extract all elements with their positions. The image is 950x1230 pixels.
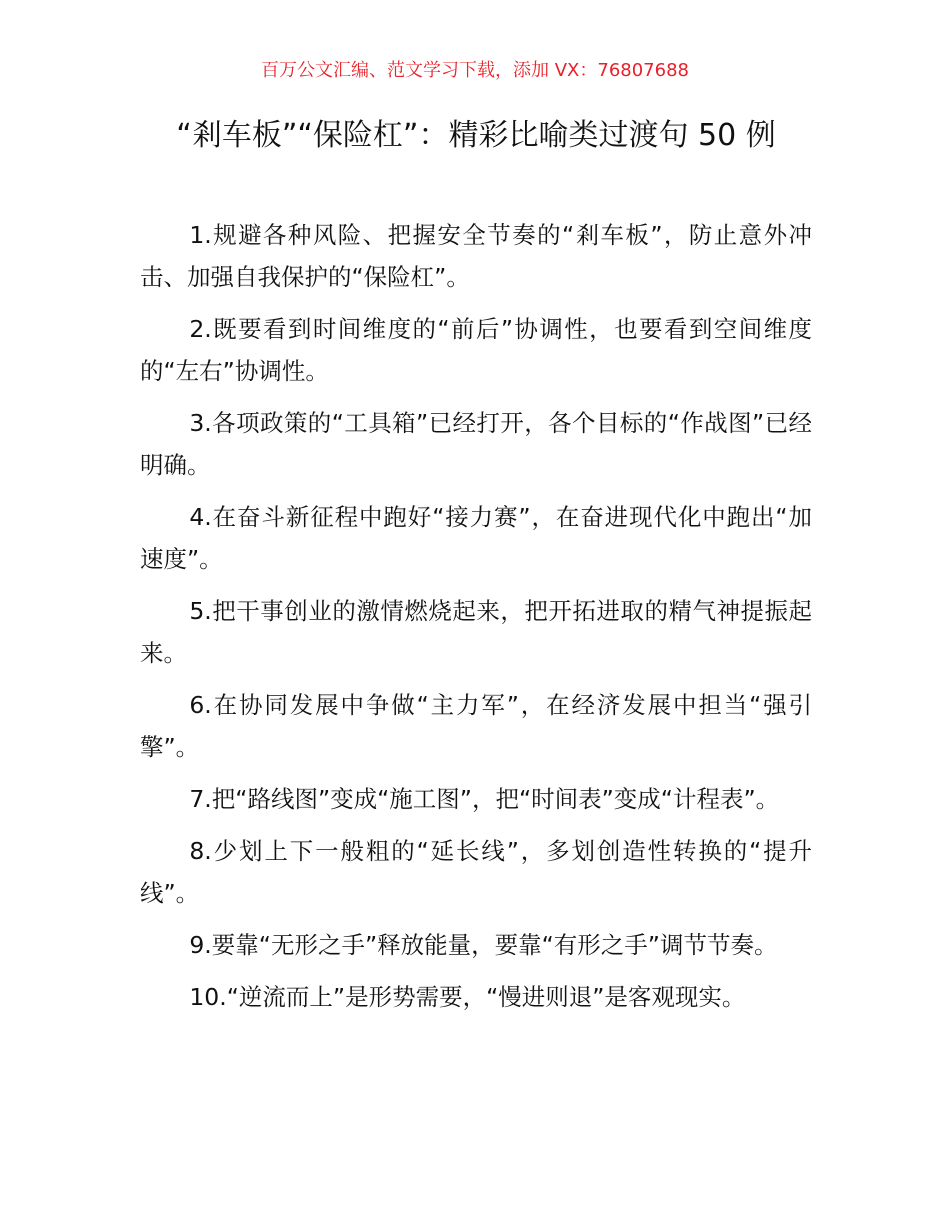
paragraph: 5.把干事创业的激情燃烧起来，把开拓进取的精气神提振起来。: [140, 597, 812, 667]
watermark-header: 百万公文汇编、范文学习下载，添加 VX：76807688: [261, 60, 689, 81]
paragraph: 6.在协同发展中争做“主力军”，在经济发展中担当“强引擎”。: [140, 691, 812, 761]
paragraph: 8.少划上下一般粗的“延长线”，多划创造性转换的“提升线”。: [140, 837, 812, 907]
document-body: [140, 214, 812, 1028]
document-title: “剎车板”“保险杠”：精彩比喻类过渡句 50 例: [176, 118, 776, 153]
paragraph: 7.把“路线图”变成“施工图”，把“时间表”变成“计程表”。: [189, 785, 780, 813]
paragraph: 10.“逆流而上”是形势需要，“慢进则退”是客观现实。: [189, 983, 746, 1011]
paragraph: 9.要靠“无形之手”释放能量，要靠“有形之手”调节节奏。: [189, 931, 778, 959]
paragraph: 3.各项政策的“工具箱”已经打开，各个目标的“作战图”已经明确。: [140, 409, 812, 479]
paragraph: 1.规避各种风险、把握安全节奏的“剎车板”，防止意外冲击、加强自我保护的“保险杠”。: [140, 221, 812, 291]
paragraph: 4.在奋斗新征程中跑好“接力赛”，在奋进现代化中跑出“加速度”。: [140, 503, 812, 573]
paragraph: 2.既要看到时间维度的“前后”协调性，也要看到空间维度的“左右”协调性。: [140, 315, 812, 385]
